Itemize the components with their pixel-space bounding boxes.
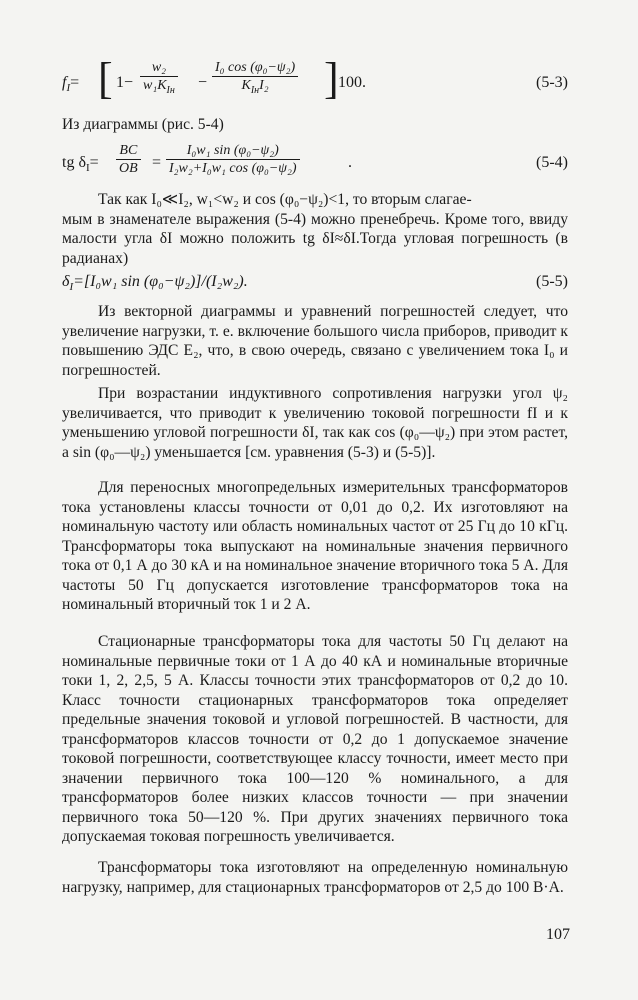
eq53-lhs: $f_I=$ xyxy=(62,74,80,95)
eq53-one-minus: 1− xyxy=(116,74,134,91)
eq53-fraction-1: w₂ $w_1K_{Iн}$ xyxy=(140,59,178,99)
eq54-number: (5-4) xyxy=(536,154,568,171)
eq54-lhs: tg $\delta_I=$ xyxy=(62,154,99,175)
paragraph-6: Трансформаторы тока изготовляют на определенную номинальную нагрузку, например, для стационарных трансформаторов от 2,5 до 100 В·А. xyxy=(62,859,568,896)
equation-5-5 xyxy=(62,272,568,294)
eq55-body: $\delta_I=[I_0w_1$ sin (φ₀−ψ₂)]/(I₂w₂). xyxy=(62,273,248,294)
eq54-fraction-2: $\frac{\text{I₀w₁ sin (φ₀−ψ₂)}}{\text{I₂w₂+I₀w₁ cos (φ₀−ψ₂)}}$ xyxy=(166,142,300,177)
from-diagram-line: Из диаграммы (рис. 5-4) xyxy=(62,116,224,133)
page-number: 107 xyxy=(546,926,570,943)
eq55-number: (5-5) xyxy=(536,273,568,290)
paragraph-4: Для переносных многопредельных измерительных трансформаторов тока установлены классы точности от 0,01 до 0,2. Их изготовляют на номинальную частоту или область номинальных частот от 25 Гц до 10 кГц. Трансформаторы тока выпускают на номинальные значения первичного тока от 0,1 А до 30 кА и на номинальное значение вторичного тока 5 А. Для частоты 50 Гц допускается изготовление трансформаторов тока на номинальный вторичный ток 1 и 2 А. xyxy=(62,479,568,613)
paragraph-3: При возрастании индуктивного сопротивления нагрузки угол ψ₂ увеличивается, что приводит к увеличению токовой погрешности fI и к уменьшению угловой погрешности δI, так как cos (φ₀—ψ₂) при этом растет, a sin (φ₀—ψ₂) уменьшается [см. уравнения (5-3) и (5-5)]. xyxy=(62,385,568,461)
eq53-right-bracket: ] xyxy=(324,54,339,103)
eq53-tail: 100. xyxy=(338,74,366,91)
eq53-fraction-2: I₀ cos (φ₀−ψ₂) $K_{Iн}I_2$ xyxy=(212,59,298,99)
equation-5-3 xyxy=(62,55,568,111)
paragraph-1: Так как I₀≪I₂, w₁<w₂ и cos (φ₀−ψ₂)<1, то вторым слагае- мым в знаменателе выражения (5-4) можно пренебречь. Кроме того, ввиду малости угла δI можно положить tg δI≈δI.Тогда угловая погрешность (в радианах) xyxy=(62,191,568,267)
eq54-tail: . xyxy=(348,154,352,171)
paragraph-5: Стационарные трансформаторы тока для частоты 50 Гц делают на номинальные первичные токи от 1 А до 40 кА и номинальные вторичные токи 1, 2, 2,5, 5 А. Классы точности этих трансформаторов от 0,2 до 10. Класс точности стационарных трансформаторов тока определяет предельные значения токовой и угловой погрешностей. В частности, для трансформаторов классов точности от 0,2 до 1 допускаемое значение токовой погрешности, соответствующее классу точности, имеет место при значении первичного тока 100—120 % номинального, а для трансформаторов более низких классов точности — при значении первичного тока 50—120 %. При других значениях первичного тока допускаемая токовая погрешность увеличивается. xyxy=(62,633,568,845)
eq54-eq2: = xyxy=(152,154,162,171)
equation-5-4 xyxy=(62,140,568,184)
eq53-left-bracket: [ xyxy=(98,54,113,103)
paragraph-2: Из векторной диаграммы и уравнений погрешностей следует, что увеличение нагрузки, т. е. включение большого числа приборов, приводит к повышению ЭДС E₂, что, в свою очередь, связано с увеличением тока I₀ и погрешностей. xyxy=(62,303,568,379)
eq54-fraction-1: $\frac{BC}{OB}$ xyxy=(116,142,141,177)
eq53-number: (5-3) xyxy=(536,74,568,91)
eq53-minus: − xyxy=(198,74,208,91)
